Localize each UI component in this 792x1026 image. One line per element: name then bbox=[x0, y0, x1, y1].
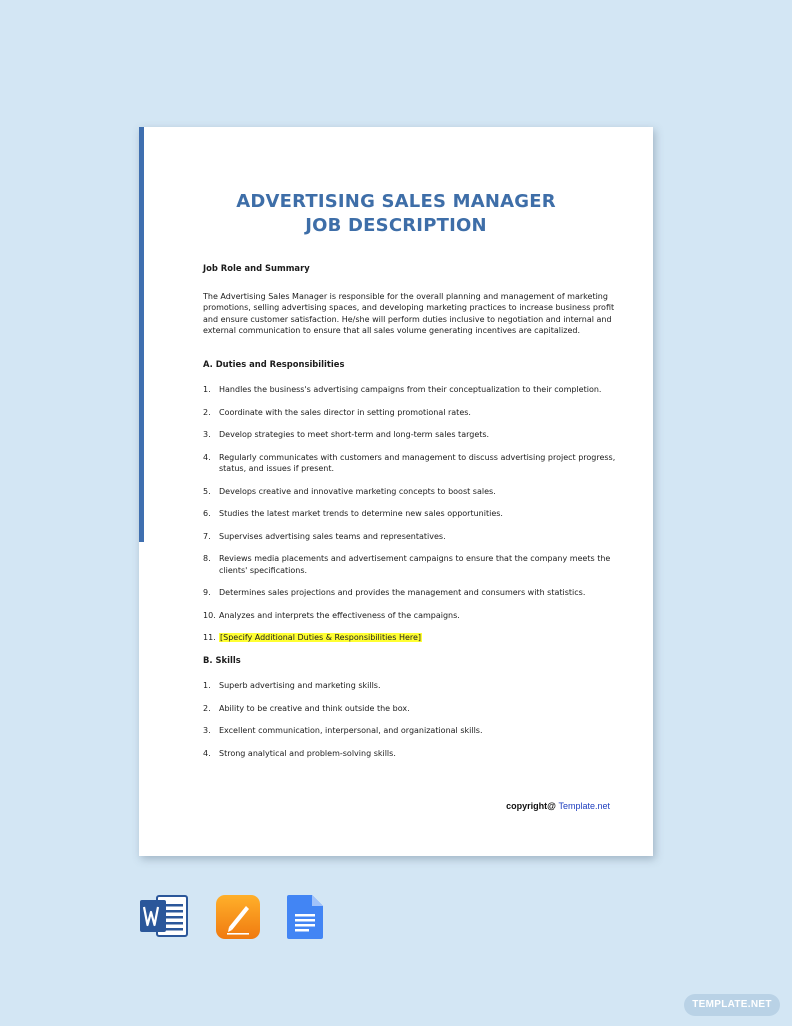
list-text: Coordinate with the sales director in setting promotional rates. bbox=[219, 407, 471, 417]
google-docs-icon[interactable] bbox=[286, 894, 324, 940]
list-number: 4. bbox=[203, 452, 211, 462]
list-text: Regularly communicates with customers and management to discuss advertising project progress, status, and issues if present. bbox=[219, 452, 616, 473]
list-item bbox=[203, 553, 617, 576]
word-icon[interactable] bbox=[139, 894, 189, 938]
list-number: 3. bbox=[203, 430, 211, 439]
list-text: Reviews media placements and advertisement campaigns to ensure that the company meets the clients' specifications. bbox=[219, 554, 611, 575]
summary-text: The Advertising Sales Manager is responsible for the overall planning and management of marketing promotions, selling advertising spaces, and developing marketing practices to increase business profit and ensure customer satisfaction. He/she will perform duties inclusive to negotiation and internal and external communication to ensure that all sales volume generating incentives are capitalized. bbox=[203, 291, 615, 335]
copyright-prefix: copyright@ bbox=[506, 801, 556, 811]
list-item bbox=[203, 429, 617, 441]
list-item bbox=[203, 452, 617, 475]
list-number: 1. bbox=[203, 681, 211, 690]
list-number: 8. bbox=[203, 554, 211, 563]
list-number: 3. bbox=[203, 726, 211, 735]
copyright bbox=[506, 801, 610, 811]
document-content bbox=[203, 263, 617, 770]
list-item bbox=[203, 632, 617, 644]
list-item bbox=[203, 680, 617, 692]
list-number: 7. bbox=[203, 531, 211, 541]
pages-icon[interactable] bbox=[215, 894, 261, 940]
list-number: 9. bbox=[203, 588, 211, 597]
list-item bbox=[203, 748, 617, 760]
list-item bbox=[203, 587, 617, 599]
list-item bbox=[203, 610, 617, 622]
list-text-placeholder bbox=[219, 632, 617, 644]
list-text: Develop strategies to meet short-term and long-term sales targets. bbox=[219, 430, 490, 439]
list-number: 1. bbox=[203, 385, 211, 394]
list-text: Analyzes and interprets the effectiveness of the campaigns. bbox=[219, 610, 460, 620]
list-number: 6. bbox=[203, 509, 211, 518]
list-item bbox=[203, 703, 617, 715]
list-item bbox=[203, 407, 617, 419]
skills-heading: B. Skills bbox=[203, 654, 241, 665]
list-text: Ability to be creative and think outside the box. bbox=[219, 703, 410, 713]
title-line-2: JOB DESCRIPTION bbox=[305, 215, 487, 236]
skills-list bbox=[203, 680, 617, 759]
summary-heading: Job Role and Summary bbox=[203, 263, 310, 273]
list-item bbox=[203, 486, 617, 498]
document-title bbox=[139, 190, 653, 238]
list-text: Superb advertising and marketing skills. bbox=[219, 681, 381, 690]
placeholder-highlight: [Specify Additional Duties & Responsibilities Here] bbox=[220, 633, 422, 642]
list-text: Strong analytical and problem-solving skills. bbox=[219, 748, 396, 758]
list-item bbox=[203, 384, 617, 396]
list-number: 4. bbox=[203, 748, 211, 758]
list-text: Studies the latest market trends to determine new sales opportunities. bbox=[219, 509, 503, 518]
list-item bbox=[203, 725, 617, 737]
document-page bbox=[139, 127, 653, 856]
duties-heading: A. Duties and Responsibilities bbox=[203, 358, 345, 369]
list-number: 10. bbox=[203, 610, 216, 620]
duties-list bbox=[203, 384, 617, 644]
list-item bbox=[203, 508, 617, 520]
list-number: 2. bbox=[203, 407, 211, 417]
list-text: Handles the business's advertising campaigns from their conceptualization to their completion. bbox=[219, 385, 602, 394]
list-number: 5. bbox=[203, 486, 211, 496]
list-text: Supervises advertising sales teams and representatives. bbox=[219, 531, 446, 541]
list-number: 2. bbox=[203, 703, 211, 713]
template-net-watermark: TEMPLATE.NET bbox=[684, 994, 780, 1016]
copyright-brand: Template.net bbox=[558, 801, 610, 811]
list-text: Excellent communication, interpersonal, and organizational skills. bbox=[219, 726, 483, 735]
list-text: Determines sales projections and provides the management and consumers with statistics. bbox=[219, 588, 586, 597]
title-line-1: ADVERTISING SALES MANAGER bbox=[236, 191, 556, 212]
list-number: 11. bbox=[203, 633, 216, 642]
list-item bbox=[203, 531, 617, 543]
list-text: Develops creative and innovative marketing concepts to boost sales. bbox=[219, 486, 496, 496]
